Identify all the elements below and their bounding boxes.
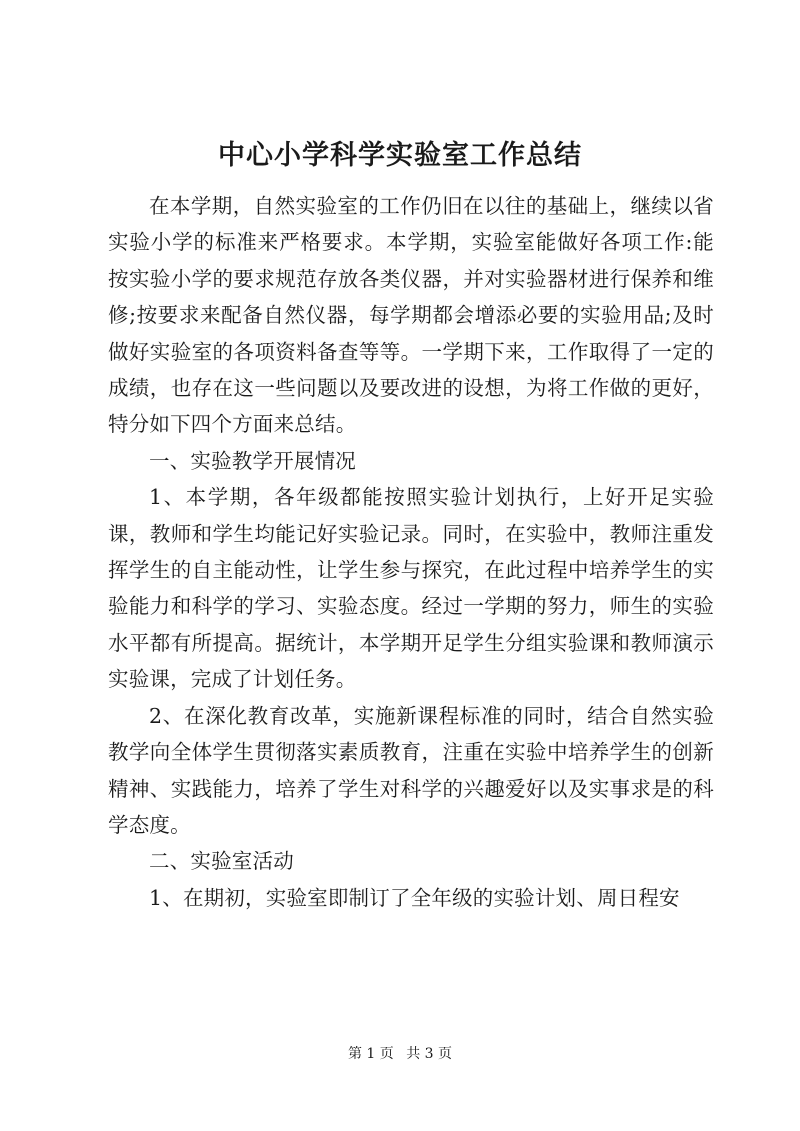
section-heading-2: 二、实验室活动 [149,849,294,874]
section-heading-1: 一、实验教学开展情况 [149,448,356,473]
page-number: 第 1 页 [347,1046,394,1062]
document-title: 中心小学科学实验室工作总结 [218,140,582,171]
section-1-item-2: 2、在深化教育改革，实施新课程标准的同时，结合自然实验教学向全体学生贯彻落实素质教育，注重在实验中培养学生的创新精神、实践能力，培养了学生对科学的兴趣爱好以及实事求是的科学态度。 [108,703,714,837]
section-2-item-1: 1、在期初，实验室即制订了全年级的实验计划、周日程安 [149,885,680,910]
document-body [108,188,714,916]
page-total: 共 3 页 [406,1046,453,1062]
page-footer [0,1044,800,1064]
intro-paragraph: 在本学期，自然实验室的工作仍旧在以往的基础上，继续以省实验小学的标准来严格要求。本学期，实验室能做好各项工作:能按实验小学的要求规范存放各类仪器，并对实验器材进行保养和维修;按要求来配备自然仪器，每学期都会增添必要的实验用品;及时做好实验室的各项资料备查等等。一学期下来，工作取得了一定的成绩，也存在这一些问题以及要改进的设想，为将工作做的更好，特分如下四个方面来总结。 [108,194,714,437]
section-1-item-1: 1、本学期，各年级都能按照实验计划执行，上好开足实验课，教师和学生均能记好实验记录。同时，在实验中，教师注重发挥学生的自主能动性，让学生参与探究，在此过程中培养学生的实验能力和科学的学习、实验态度。经过一学期的努力，师生的实验水平都有所提高。据统计，本学期开足学生分组实验课和教师演示实验课，完成了计划任务。 [108,485,714,692]
